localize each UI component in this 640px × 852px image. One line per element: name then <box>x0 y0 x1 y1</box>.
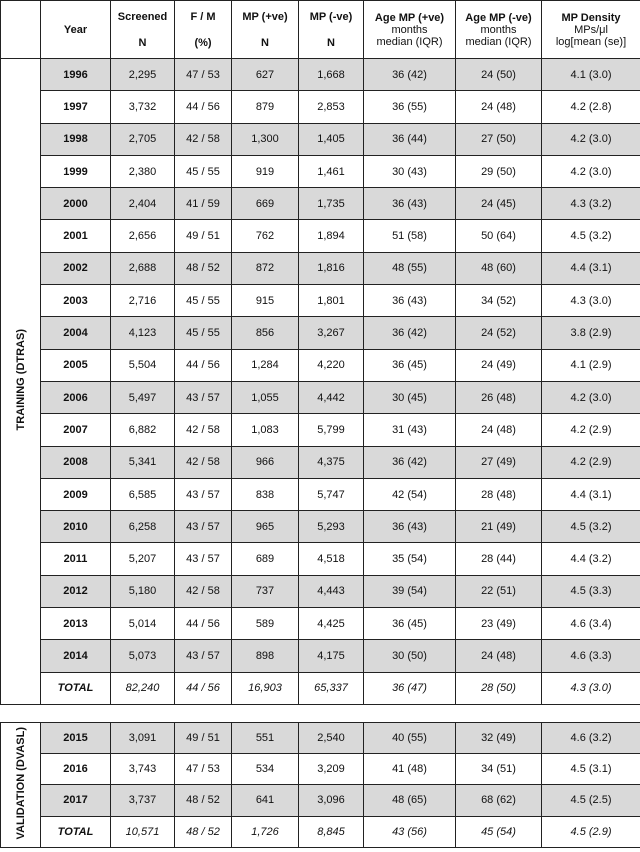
cell-density: 3.8 (2.9) <box>542 317 640 349</box>
total-fm: 44 / 56 <box>175 672 232 704</box>
cell-age-neg: 26 (48) <box>456 381 542 413</box>
cell-age-neg: 50 (64) <box>456 220 542 252</box>
table-row <box>1 608 640 640</box>
cell-mp-neg: 4,518 <box>299 543 364 575</box>
cell-screened: 3,743 <box>111 754 175 785</box>
cell-fm: 41 / 59 <box>175 188 232 220</box>
cell-screened: 5,341 <box>111 446 175 478</box>
table-row <box>1 91 640 123</box>
cell-mp-pos: 965 <box>232 511 299 543</box>
cell-fm: 43 / 57 <box>175 381 232 413</box>
cell-age-pos: 41 (48) <box>364 754 456 785</box>
cell-screened: 3,732 <box>111 91 175 123</box>
cell-fm: 44 / 56 <box>175 349 232 381</box>
cell-fm: 48 / 52 <box>175 252 232 284</box>
cell-year: 2009 <box>41 478 111 510</box>
cell-age-pos: 31 (43) <box>364 414 456 446</box>
table-row <box>1 754 640 785</box>
header-age-neg: Age MP (-ve) months median (IQR) <box>456 1 542 59</box>
cell-mp-neg: 1,894 <box>299 220 364 252</box>
table-row <box>1 59 640 91</box>
cell-fm: 47 / 53 <box>175 59 232 91</box>
table-row <box>1 252 640 284</box>
cell-density: 4.5 (2.5) <box>542 785 640 816</box>
total-density: 4.3 (3.0) <box>542 672 640 704</box>
table-row <box>1 381 640 413</box>
cell-mp-pos: 838 <box>232 478 299 510</box>
cell-age-neg: 48 (60) <box>456 252 542 284</box>
cell-screened: 2,705 <box>111 123 175 155</box>
cell-density: 4.3 (3.0) <box>542 285 640 317</box>
total-density: 4.5 (2.9) <box>542 816 640 847</box>
cell-mp-pos: 1,284 <box>232 349 299 381</box>
cell-age-neg: 24 (50) <box>456 59 542 91</box>
validation-label-text: VALIDATION (DVASL) <box>14 727 27 840</box>
cell-screened: 5,180 <box>111 575 175 607</box>
cell-year: 2016 <box>41 754 111 785</box>
cell-screened: 6,585 <box>111 478 175 510</box>
cell-mp-pos: 856 <box>232 317 299 349</box>
cell-age-neg: 32 (49) <box>456 722 542 753</box>
cell-age-neg: 27 (49) <box>456 446 542 478</box>
table-row <box>1 414 640 446</box>
training-section <box>1 59 640 705</box>
cell-fm: 48 / 52 <box>175 785 232 816</box>
cell-age-pos: 36 (42) <box>364 317 456 349</box>
cell-density: 4.6 (3.3) <box>542 640 640 672</box>
cell-density: 4.4 (3.2) <box>542 543 640 575</box>
cell-screened: 5,207 <box>111 543 175 575</box>
total-row <box>1 816 640 847</box>
cell-year: 2001 <box>41 220 111 252</box>
cell-density: 4.2 (2.9) <box>542 414 640 446</box>
cell-age-pos: 36 (42) <box>364 59 456 91</box>
table-row <box>1 446 640 478</box>
cell-screened: 4,123 <box>111 317 175 349</box>
cell-year: 2011 <box>41 543 111 575</box>
table-row <box>1 317 640 349</box>
cell-mp-pos: 872 <box>232 252 299 284</box>
total-screened: 10,571 <box>111 816 175 847</box>
total-mp-neg: 65,337 <box>299 672 364 704</box>
cell-mp-neg: 1,668 <box>299 59 364 91</box>
cell-mp-neg: 4,425 <box>299 608 364 640</box>
cell-mp-pos: 627 <box>232 59 299 91</box>
cell-fm: 49 / 51 <box>175 220 232 252</box>
table-row <box>1 349 640 381</box>
cell-age-pos: 30 (45) <box>364 381 456 413</box>
cell-screened: 6,882 <box>111 414 175 446</box>
total-age-neg: 28 (50) <box>456 672 542 704</box>
cell-mp-pos: 919 <box>232 155 299 187</box>
cell-mp-pos: 551 <box>232 722 299 753</box>
cell-fm: 42 / 58 <box>175 123 232 155</box>
header-age-pos: Age MP (+ve) months median (IQR) <box>364 1 456 59</box>
cell-mp-neg: 5,293 <box>299 511 364 543</box>
cell-fm: 43 / 57 <box>175 478 232 510</box>
cell-year: 2004 <box>41 317 111 349</box>
total-mp-pos: 16,903 <box>232 672 299 704</box>
table-row <box>1 640 640 672</box>
cell-mp-neg: 1,405 <box>299 123 364 155</box>
cell-density: 4.2 (3.0) <box>542 155 640 187</box>
cell-mp-pos: 1,300 <box>232 123 299 155</box>
cell-fm: 42 / 58 <box>175 414 232 446</box>
cell-age-neg: 68 (62) <box>456 785 542 816</box>
cell-fm: 44 / 56 <box>175 608 232 640</box>
cell-mp-neg: 2,853 <box>299 91 364 123</box>
cell-age-neg: 24 (49) <box>456 349 542 381</box>
cell-year: 1998 <box>41 123 111 155</box>
table-row <box>1 285 640 317</box>
cell-year: 2005 <box>41 349 111 381</box>
cell-fm: 42 / 58 <box>175 446 232 478</box>
cell-screened: 2,688 <box>111 252 175 284</box>
table-row <box>1 575 640 607</box>
cell-fm: 43 / 57 <box>175 511 232 543</box>
cell-screened: 5,497 <box>111 381 175 413</box>
cell-year: 1996 <box>41 59 111 91</box>
cell-fm: 45 / 55 <box>175 285 232 317</box>
cell-age-neg: 27 (50) <box>456 123 542 155</box>
cell-screened: 2,404 <box>111 188 175 220</box>
cell-mp-pos: 879 <box>232 91 299 123</box>
cell-density: 4.2 (2.9) <box>542 446 640 478</box>
table-row <box>1 785 640 816</box>
cell-mp-pos: 589 <box>232 608 299 640</box>
cell-mp-pos: 669 <box>232 188 299 220</box>
cell-year: 1997 <box>41 91 111 123</box>
table-row <box>1 722 640 753</box>
cell-age-neg: 24 (52) <box>456 317 542 349</box>
cell-density: 4.3 (3.2) <box>542 188 640 220</box>
cell-fm: 42 / 58 <box>175 575 232 607</box>
cell-mp-pos: 534 <box>232 754 299 785</box>
cell-mp-neg: 2,540 <box>299 722 364 753</box>
cell-age-pos: 36 (42) <box>364 446 456 478</box>
cell-density: 4.2 (3.0) <box>542 123 640 155</box>
cell-density: 4.1 (2.9) <box>542 349 640 381</box>
table-row <box>1 188 640 220</box>
cell-mp-neg: 1,461 <box>299 155 364 187</box>
cell-density: 4.6 (3.4) <box>542 608 640 640</box>
cell-density: 4.4 (3.1) <box>542 252 640 284</box>
cell-mp-pos: 689 <box>232 543 299 575</box>
cell-mp-neg: 3,267 <box>299 317 364 349</box>
cell-age-neg: 24 (48) <box>456 414 542 446</box>
cell-age-neg: 22 (51) <box>456 575 542 607</box>
cell-year: 2007 <box>41 414 111 446</box>
cell-fm: 47 / 53 <box>175 754 232 785</box>
cell-density: 4.6 (3.2) <box>542 722 640 753</box>
cell-screened: 5,504 <box>111 349 175 381</box>
cell-fm: 43 / 57 <box>175 543 232 575</box>
cell-screened: 2,380 <box>111 155 175 187</box>
total-fm: 48 / 52 <box>175 816 232 847</box>
cell-age-pos: 40 (55) <box>364 722 456 753</box>
cell-age-pos: 39 (54) <box>364 575 456 607</box>
cell-age-pos: 36 (45) <box>364 608 456 640</box>
cell-mp-neg: 4,175 <box>299 640 364 672</box>
cell-screened: 3,737 <box>111 785 175 816</box>
cell-mp-neg: 4,442 <box>299 381 364 413</box>
cell-year: 2017 <box>41 785 111 816</box>
table-row <box>1 511 640 543</box>
cell-mp-pos: 641 <box>232 785 299 816</box>
header-mp-pos: MP (+ve) N <box>232 1 299 59</box>
cell-age-neg: 24 (48) <box>456 91 542 123</box>
cell-age-pos: 35 (54) <box>364 543 456 575</box>
cell-mp-neg: 5,747 <box>299 478 364 510</box>
corner-cell <box>1 1 41 59</box>
spacer-cell <box>1 704 640 722</box>
total-row <box>1 672 640 704</box>
cell-year: 2008 <box>41 446 111 478</box>
cell-age-neg: 29 (50) <box>456 155 542 187</box>
total-screened: 82,240 <box>111 672 175 704</box>
cell-age-pos: 36 (43) <box>364 188 456 220</box>
cell-mp-pos: 1,083 <box>232 414 299 446</box>
cell-density: 4.1 (3.0) <box>542 59 640 91</box>
cell-age-pos: 36 (43) <box>364 285 456 317</box>
table-row <box>1 123 640 155</box>
cell-year: 2014 <box>41 640 111 672</box>
cell-screened: 2,656 <box>111 220 175 252</box>
total-mp-pos: 1,726 <box>232 816 299 847</box>
cell-density: 4.5 (3.2) <box>542 220 640 252</box>
cell-year: 2015 <box>41 722 111 753</box>
cell-mp-neg: 3,096 <box>299 785 364 816</box>
cell-year: 2012 <box>41 575 111 607</box>
header-fm: F / M (%) <box>175 1 232 59</box>
cell-age-neg: 24 (48) <box>456 640 542 672</box>
cell-screened: 3,091 <box>111 722 175 753</box>
header-row <box>1 1 640 59</box>
table-row <box>1 543 640 575</box>
total-year: TOTAL <box>41 816 111 847</box>
total-mp-neg: 8,845 <box>299 816 364 847</box>
cell-age-pos: 30 (50) <box>364 640 456 672</box>
header-screened: Screened N <box>111 1 175 59</box>
cell-mp-pos: 915 <box>232 285 299 317</box>
cell-year: 2010 <box>41 511 111 543</box>
cell-fm: 45 / 55 <box>175 317 232 349</box>
cell-mp-pos: 762 <box>232 220 299 252</box>
cell-year: 1999 <box>41 155 111 187</box>
cell-screened: 5,073 <box>111 640 175 672</box>
cell-density: 4.5 (3.3) <box>542 575 640 607</box>
cell-mp-neg: 4,220 <box>299 349 364 381</box>
table-row <box>1 478 640 510</box>
cell-density: 4.2 (2.8) <box>542 91 640 123</box>
cell-year: 2006 <box>41 381 111 413</box>
cell-age-neg: 24 (45) <box>456 188 542 220</box>
table-row <box>1 155 640 187</box>
validation-section <box>1 722 640 847</box>
validation-section-label <box>1 722 41 847</box>
cell-screened: 6,258 <box>111 511 175 543</box>
cell-mp-neg: 1,801 <box>299 285 364 317</box>
cell-mp-neg: 3,209 <box>299 754 364 785</box>
cell-age-pos: 48 (55) <box>364 252 456 284</box>
cell-fm: 43 / 57 <box>175 640 232 672</box>
cell-density: 4.5 (3.1) <box>542 754 640 785</box>
cell-fm: 45 / 55 <box>175 155 232 187</box>
total-age-pos: 43 (56) <box>364 816 456 847</box>
cell-age-neg: 23 (49) <box>456 608 542 640</box>
table-row <box>1 220 640 252</box>
cell-age-pos: 36 (44) <box>364 123 456 155</box>
cell-mp-neg: 4,375 <box>299 446 364 478</box>
cell-age-neg: 28 (44) <box>456 543 542 575</box>
cell-year: 2003 <box>41 285 111 317</box>
cell-mp-neg: 5,799 <box>299 414 364 446</box>
cell-mp-neg: 4,443 <box>299 575 364 607</box>
cell-age-pos: 36 (43) <box>364 511 456 543</box>
cell-mp-pos: 898 <box>232 640 299 672</box>
total-age-neg: 45 (54) <box>456 816 542 847</box>
cell-age-pos: 36 (55) <box>364 91 456 123</box>
cell-age-pos: 42 (54) <box>364 478 456 510</box>
cell-mp-pos: 966 <box>232 446 299 478</box>
section-spacer <box>1 704 640 722</box>
header-year: Year <box>41 1 111 59</box>
cell-age-neg: 34 (51) <box>456 754 542 785</box>
cell-age-pos: 48 (65) <box>364 785 456 816</box>
cell-mp-neg: 1,735 <box>299 188 364 220</box>
cell-age-pos: 36 (45) <box>364 349 456 381</box>
cell-age-neg: 28 (48) <box>456 478 542 510</box>
cell-age-neg: 21 (49) <box>456 511 542 543</box>
cell-screened: 2,295 <box>111 59 175 91</box>
cell-fm: 44 / 56 <box>175 91 232 123</box>
training-label-text: TRAINING (DTRAS) <box>14 329 27 431</box>
cell-year: 2000 <box>41 188 111 220</box>
cell-density: 4.5 (3.2) <box>542 511 640 543</box>
cell-fm: 49 / 51 <box>175 722 232 753</box>
cell-density: 4.2 (3.0) <box>542 381 640 413</box>
cell-screened: 2,716 <box>111 285 175 317</box>
training-section-label <box>1 59 41 705</box>
cell-age-pos: 30 (43) <box>364 155 456 187</box>
cell-year: 2013 <box>41 608 111 640</box>
cell-mp-neg: 1,816 <box>299 252 364 284</box>
header-density: MP Density MPs/μl log[mean (se)] <box>542 1 640 59</box>
cell-year: 2002 <box>41 252 111 284</box>
cell-age-neg: 34 (52) <box>456 285 542 317</box>
cell-screened: 5,014 <box>111 608 175 640</box>
cell-age-pos: 51 (58) <box>364 220 456 252</box>
total-age-pos: 36 (47) <box>364 672 456 704</box>
header-mp-neg: MP (-ve) N <box>299 1 364 59</box>
cell-mp-pos: 737 <box>232 575 299 607</box>
total-year: TOTAL <box>41 672 111 704</box>
cell-mp-pos: 1,055 <box>232 381 299 413</box>
cell-density: 4.4 (3.1) <box>542 478 640 510</box>
